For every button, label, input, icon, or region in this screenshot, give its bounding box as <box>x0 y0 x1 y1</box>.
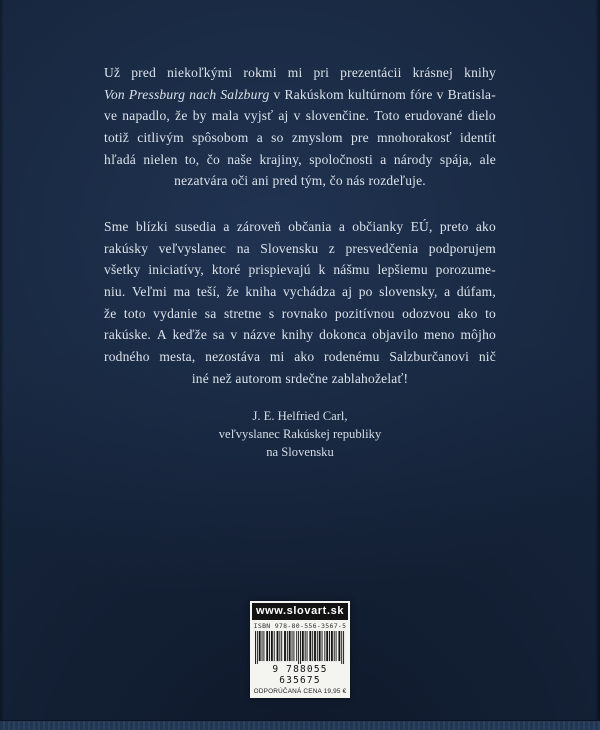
text-line: Von Pressburg nach Salzburg v Rakúskom kultúrnom fóre v Bratisla- <box>104 86 496 102</box>
signature-name: J. E. Helfried Carl, <box>252 409 348 423</box>
text-line: rakúsky veľvyslanec na Slovensku z presvedčenia podporujem <box>104 240 496 256</box>
ean-digits: 9 788055 635675 <box>272 664 328 686</box>
blurb-paragraph-2 <box>104 216 496 390</box>
text-line: všetky iniciatívy, ktoré prispievajú k nášmu lepšiemu porozume- <box>104 262 496 278</box>
signature-block <box>104 407 496 461</box>
barcode-label <box>250 601 350 698</box>
blurb-paragraph-1 <box>104 62 496 192</box>
text-line: totiž citlivým spôsobom a so zmyslom pre mnohorakosť identít <box>104 130 496 146</box>
text-line: Sme blízki susedia a zároveň občania a občianky EÚ, preto ako <box>104 219 496 234</box>
text-line: že toto vydanie sa stretne s rovnako pozitívnou odozvou ako to <box>104 305 496 321</box>
text-line: hľadá nielen to, čo naše krajiny, spoločnosti a národy spája, ale <box>104 151 496 167</box>
book-page-edge <box>0 720 600 730</box>
text-line: rakúske. A keďže sa v názve knihy dokonca objavilo meno môjho <box>104 327 496 343</box>
publisher-website: www.slovart.sk <box>252 603 348 620</box>
signature-location: na Slovensku <box>266 445 334 459</box>
cover-left-edge-shadow <box>0 0 4 730</box>
cover-right-edge-shadow <box>595 0 600 730</box>
text-line: rodného mesta, nezostáva mi ako rodenému Salzburčanovi nič <box>104 349 496 365</box>
text-line: ve napadlo, že by mala vyjsť aj v slovenčine. Toto erudované dielo <box>104 108 496 124</box>
recommended-price: ODPORÚČANÁ CENA 19,95 € <box>253 688 347 695</box>
ean-barcode <box>255 631 345 664</box>
text-line-last: iné než autorom srdečne zablahoželať! <box>191 370 409 386</box>
signature-title: veľvyslanec Rakúskej republiky <box>218 427 382 441</box>
text-line: niu. Veľmi ma teší, že kniha vychádza aj po slovensky, a dúfam, <box>104 284 496 300</box>
text-line-last: nezatvára oči ani pred tým, čo nás rozdeľuje. <box>174 173 426 189</box>
text-line: Už pred niekoľkými rokmi mi pri prezentácii krásnej knihy <box>104 65 496 80</box>
isbn-text: ISBN 978-80-556-3567-5 <box>253 622 347 630</box>
